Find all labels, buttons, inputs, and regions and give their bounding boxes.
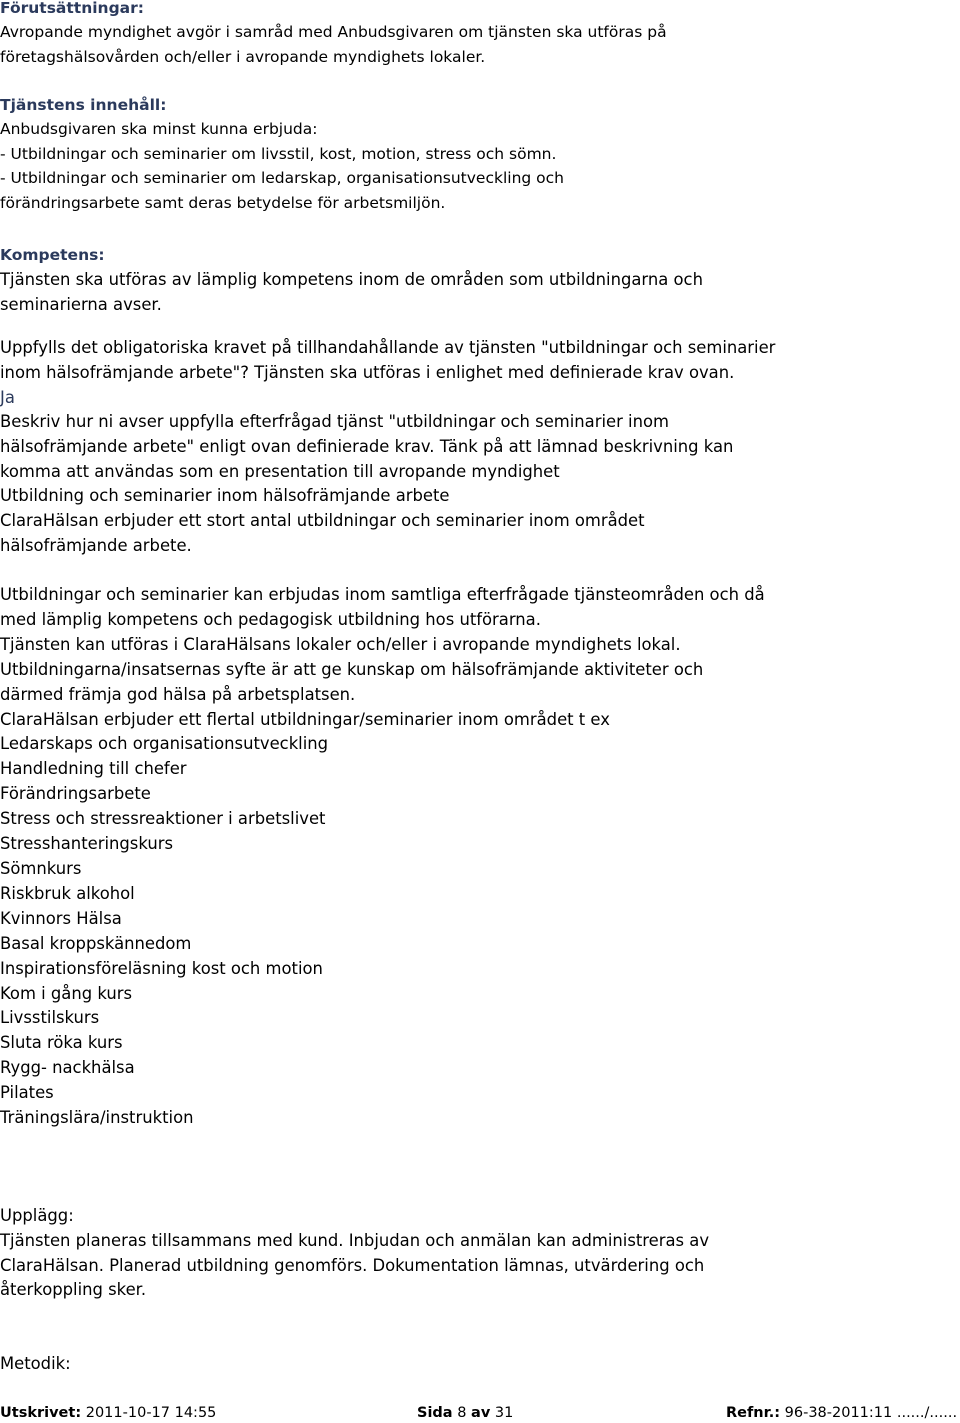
page-of-label: av (471, 1405, 491, 1421)
text-line: förändringsarbete samt deras betydelse för arbetsmiljön. (0, 193, 446, 212)
course-list-item: Träningslära/instruktion (0, 1108, 194, 1128)
ref-value: 96-38-2011:11 ....../...... (784, 1405, 958, 1421)
text-line: ClaraHälsan. Planerad utbildning genomförs. Dokumentation lämnas, utvärdering och (0, 1255, 705, 1275)
section-requirement (0, 336, 960, 410)
course-list-item: Ledarskaps och organisationsutveckling (0, 734, 329, 754)
section-prerequisites (0, 0, 960, 69)
text-line: hälsofrämjande arbete" enligt ovan definierade krav. Tänk på att lämnad beskrivning kan (0, 436, 734, 456)
page-footer (0, 1403, 960, 1423)
text-line: - Utbildningar och seminarier om ledarskap, organisationsutveckling och (0, 169, 564, 187)
method-heading: Metodik: (0, 1354, 71, 1373)
setup-heading: Upplägg: (0, 1206, 74, 1225)
requirement-answer: Ja (0, 387, 15, 407)
course-list-item: Sömnkurs (0, 858, 82, 878)
page-number: 8 (457, 1405, 467, 1421)
service-content-heading: Tjänstens innehåll: (0, 96, 167, 114)
footer-page-number (417, 1403, 513, 1423)
course-list-item: Stresshanteringskurs (0, 834, 173, 854)
text-line: därmed främja god hälsa på arbetsplatsen. (0, 684, 356, 704)
course-list-item: Sluta röka kurs (0, 1033, 123, 1053)
text-line: återkoppling sker. (0, 1280, 147, 1300)
printed-value: 2011-10-17 14:55 (85, 1405, 217, 1421)
course-list-item: Kvinnors Hälsa (0, 908, 122, 928)
text-line: Utbildningarna/insatsernas syfte är att ge kunskap om hälsofrämjande aktiviteter och (0, 659, 704, 679)
section-description (0, 410, 960, 559)
page-label: Sida (417, 1405, 453, 1421)
text-line: komma att användas som en presentation till avropande myndighet (0, 461, 560, 481)
section-setup (0, 1204, 960, 1303)
text-line: med lämplig kompetens och pedagogisk utbildning hos utförarna. (0, 609, 541, 629)
text-line: Avropande myndighet avgör i samråd med Anbudsgivaren om tjänsten ska utföras på (0, 23, 667, 41)
course-list-item: Riskbruk alkohol (0, 883, 135, 903)
text-line: Utbildningar och seminarier kan erbjudas inom samtliga efterfrågade tjänsteområden och då (0, 585, 765, 604)
ref-label: Refnr.: (726, 1405, 781, 1421)
course-list-item: Pilates (0, 1083, 54, 1103)
prerequisites-heading: Förutsättningar: (0, 0, 144, 17)
section-service-content (0, 93, 960, 215)
text-line: Anbudsgivaren ska minst kunna erbjuda: (0, 120, 318, 138)
section-offer (0, 583, 960, 1131)
text-line: företagshälsovården och/eller i avropande myndighets lokaler. (0, 47, 486, 66)
text-line: Tjänsten planeras tillsammans med kund. Inbjudan och anmälan kan administreras av (0, 1230, 710, 1250)
text-line: Tjänsten kan utföras i ClaraHälsans lokaler och/eller i avropande myndighets lokal. (0, 634, 681, 654)
page-total: 31 (494, 1405, 514, 1421)
text-line: hälsofrämjande arbete. (0, 535, 192, 555)
text-line: ClaraHälsan erbjuder ett stort antal utbildningar och seminarier inom området (0, 511, 645, 531)
course-list-item: Basal kroppskännedom (0, 933, 192, 953)
text-line: Beskriv hur ni avser uppfylla efterfrågad tjänst "utbildningar och seminarier inom (0, 412, 669, 431)
text-line: Tjänsten ska utföras av lämplig kompetens inom de områden som utbildningarna och (0, 270, 703, 289)
requirement-question: inom hälsofrämjande arbete"? Tjänsten ska utföras i enlighet med definierade krav ovan. (0, 362, 735, 382)
text-line: ClaraHälsan erbjuder ett flertal utbildningar/seminarier inom området t ex (0, 709, 610, 729)
footer-printed (0, 1403, 216, 1423)
text-line: seminarierna avser. (0, 295, 162, 314)
course-list-item: Kom i gång kurs (0, 983, 133, 1003)
text-line: Utbildning och seminarier inom hälsofrämjande arbete (0, 486, 450, 506)
requirement-question: Uppfylls det obligatoriska kravet på tillhandahållande av tjänsten "utbildningar och seminarier (0, 338, 776, 357)
footer-reference (726, 1403, 957, 1423)
printed-label: Utskrivet: (0, 1405, 82, 1421)
text-line: - Utbildningar och seminarier om livsstil, kost, motion, stress och sömn. (0, 144, 557, 163)
course-list-item: Rygg- nackhälsa (0, 1058, 135, 1078)
section-competence (0, 243, 960, 317)
section-method (0, 1352, 960, 1377)
course-list-item: Livsstilskurs (0, 1008, 100, 1028)
competence-heading: Kompetens: (0, 246, 105, 264)
course-list-item: Stress och stressreaktioner i arbetslivet (0, 809, 326, 829)
course-list-item: Inspirationsföreläsning kost och motion (0, 958, 323, 978)
course-list-item: Handledning till chefer (0, 759, 187, 779)
course-list-item: Förändringsarbete (0, 784, 151, 804)
